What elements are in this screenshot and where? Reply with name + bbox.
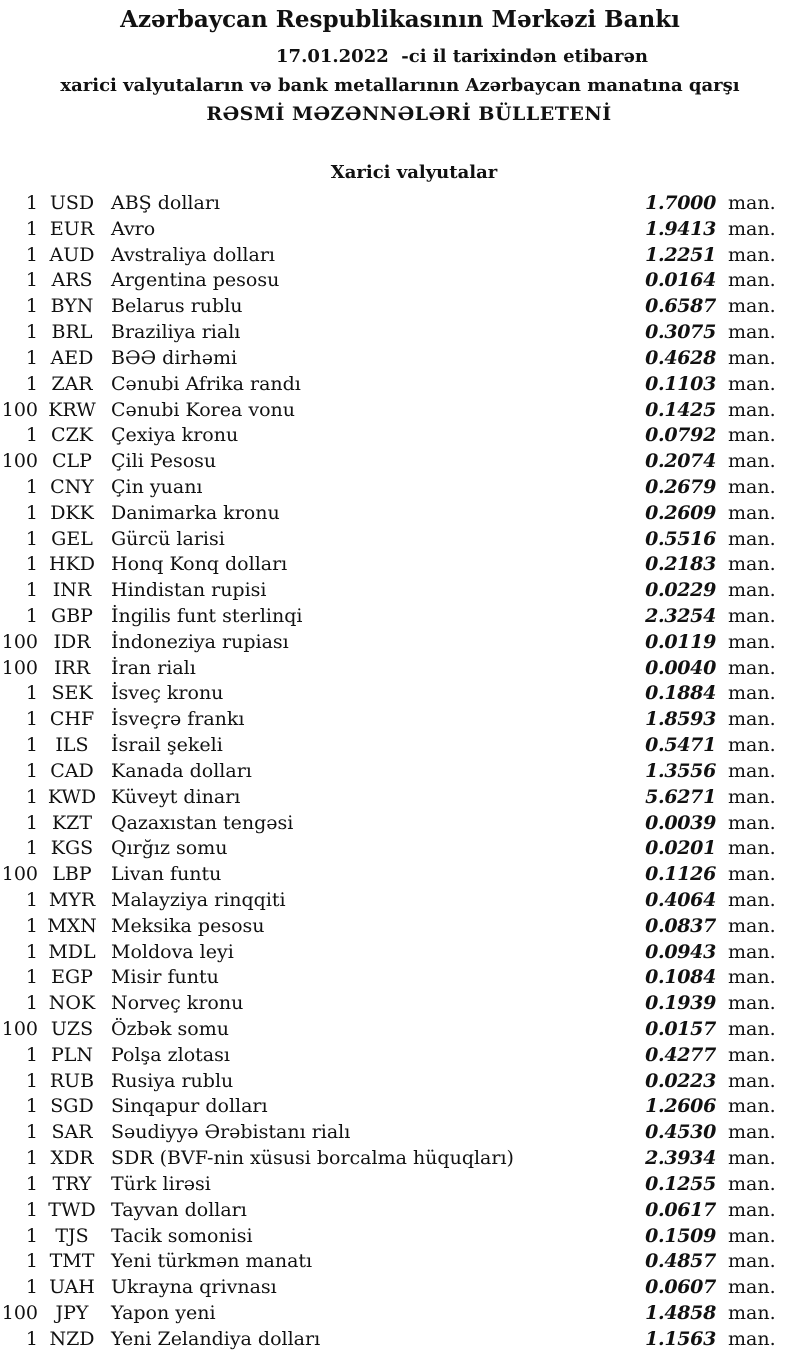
currency-name: Yapon yeni [111,1301,216,1324]
currency-code: SEK [51,682,93,705]
currency-name: Cənubi Afrika randı [111,372,301,395]
rate-value: 0.1103 [645,372,716,395]
currency-name: Malayziya rinqqiti [111,888,286,911]
rate-value: 1.7000 [645,192,716,214]
rate-value: 0.3075 [645,321,716,344]
unit-label: man. [728,1069,776,1092]
currency-quantity: 1 [25,192,38,214]
unit-label: man. [728,1095,776,1118]
table-row [0,733,800,759]
currency-name: Livan funtu [111,863,222,886]
table-row [0,888,800,914]
unit-label: man. [728,1147,776,1170]
rate-value: 0.0837 [645,914,716,937]
table-row [0,527,800,553]
currency-code: TJS [55,1224,89,1247]
currency-quantity: 1 [25,759,38,782]
currency-quantity: 1 [25,553,38,576]
currency-code: AUD [49,243,95,266]
rate-value: 2.3934 [645,1147,716,1170]
currency-code: CHF [49,708,95,731]
table-row [0,475,800,501]
unit-label: man. [728,1276,776,1299]
currency-name: Avstraliya dolları [111,243,275,266]
rate-value: 0.5471 [645,734,716,757]
table-row [0,1094,800,1120]
unit-label: man. [728,527,776,550]
currency-quantity: 1 [25,1198,38,1221]
currency-name: Braziliya rialı [111,321,241,344]
currency-quantity: 1 [25,475,38,498]
currency-name: Sinqapur dolları [111,1095,268,1118]
unit-label: man. [728,1018,776,1040]
unit-label: man. [728,1301,776,1324]
unit-label: man. [728,501,776,524]
currency-code: EUR [49,217,95,240]
table-row [0,552,800,578]
rate-value: 0.1255 [645,1172,716,1195]
unit-label: man. [728,759,776,782]
currency-code: TRY [52,1172,92,1195]
table-row [0,346,800,372]
unit-label: man. [728,553,776,576]
table-row [0,191,800,217]
unit-label: man. [728,1121,776,1144]
unit-label: man. [728,888,776,911]
currency-name: SDR (BVF-nin xüsusi borcalma hüquqları) [111,1147,514,1170]
currency-name: Çili Pesosu [111,450,217,473]
unit-label: man. [728,295,776,318]
rate-value: 0.1126 [645,863,716,886]
rate-value: 0.4530 [645,1121,716,1144]
unit-label: man. [728,708,776,731]
currency-quantity: 1 [25,1224,38,1247]
unit-label: man. [728,398,776,421]
rate-value: 0.1884 [645,682,716,705]
currency-name: Tayvan dolları [111,1198,247,1221]
currency-name: Norveç kronu [111,992,244,1015]
table-row [0,1224,800,1250]
unit-label: man. [728,863,776,886]
rate-value: 0.2183 [645,553,716,576]
currency-quantity: 1 [25,527,38,550]
currency-quantity: 100 [1,630,38,653]
currency-quantity: 1 [25,1095,38,1118]
table-row [0,398,800,424]
currency-code: EGP [51,966,93,989]
currency-quantity: 100 [1,656,38,679]
currency-name: Səudiyyə Ərəbistanı rialı [111,1121,351,1144]
currency-quantity: 1 [25,785,38,808]
table-row [0,1275,800,1301]
currency-code: UZS [50,1018,94,1040]
currency-name: Hindistan rupisi [111,579,267,602]
currency-name: Yeni türkmən manatı [111,1250,313,1273]
unit-label: man. [728,1224,776,1247]
currency-name: Honq Konq dolları [111,553,288,576]
table-row [0,243,800,269]
table-row [0,1120,800,1146]
currency-quantity: 1 [25,605,38,627]
currency-name: Meksika pesosu [111,914,265,937]
currency-name: BƏƏ dirhəmi [111,346,238,369]
currency-code: MYR [48,888,96,911]
currency-code: CNY [50,475,94,498]
rate-value: 1.2251 [645,243,716,266]
currency-name: Moldova leyi [111,940,234,963]
unit-label: man. [728,1250,776,1273]
currency-name: İsrail şekeli [111,734,223,757]
currency-code: KWD [47,785,97,808]
currency-code: BRL [51,321,93,344]
unit-label: man. [728,192,776,214]
currency-code: MXN [47,914,97,937]
currency-quantity: 1 [25,992,38,1015]
currency-quantity: 1 [25,1043,38,1066]
currency-name: ABŞ dolları [111,192,220,214]
currency-code: NZD [49,1327,95,1350]
currency-name: Küveyt dinarı [111,785,241,808]
rate-value: 0.0607 [645,1276,716,1299]
unit-label: man. [728,475,776,498]
currency-code: MDL [48,940,96,963]
rate-value: 0.0223 [645,1069,716,1092]
unit-label: man. [728,682,776,705]
currency-quantity: 1 [25,940,38,963]
currency-code: ARS [51,269,93,292]
currency-quantity: 1 [25,1327,38,1350]
rate-value: 0.1509 [645,1224,716,1247]
currency-quantity: 1 [25,966,38,989]
currency-code: RUB [49,1069,95,1092]
currency-name: Misir funtu [111,966,219,989]
table-row [0,449,800,475]
rate-value: 0.4277 [645,1043,716,1066]
table-row [0,1198,800,1224]
table-row [0,1146,800,1172]
rate-value: 0.0792 [645,424,716,447]
table-row [0,785,800,811]
rate-value: 0.4064 [645,888,716,911]
currency-quantity: 1 [25,1147,38,1170]
table-row [0,991,800,1017]
currency-quantity: 100 [1,398,38,421]
currency-name: İsveç kronu [111,682,224,705]
currency-name: İran rialı [111,656,196,679]
currency-quantity: 1 [25,1172,38,1195]
currency-quantity: 1 [25,734,38,757]
table-row [0,501,800,527]
unit-label: man. [728,630,776,653]
table-row [0,656,800,682]
rate-value: 2.3254 [645,605,716,627]
unit-label: man. [728,372,776,395]
unit-label: man. [728,837,776,860]
rate-value: 1.9413 [645,217,716,240]
currency-code: CZK [51,424,93,447]
table-row [0,759,800,785]
currency-quantity: 1 [25,811,38,834]
unit-label: man. [728,1327,776,1350]
currency-code: GBP [51,605,93,627]
unit-label: man. [728,811,776,834]
effective-date-line: 17.01.2022 -ci il tarixindən etibarən [276,46,648,67]
currency-code: GEL [51,527,93,550]
rate-value: 1.3556 [645,759,716,782]
unit-label: man. [728,656,776,679]
currency-code: KGS [50,837,94,860]
unit-label: man. [728,605,776,627]
table-row [0,940,800,966]
currency-quantity: 1 [25,424,38,447]
table-row [0,836,800,862]
currency-quantity: 1 [25,501,38,524]
rate-value: 0.1939 [645,992,716,1015]
table-row [0,423,800,449]
rate-value: 0.5516 [645,527,716,550]
currency-code: TWD [48,1198,96,1221]
table-row [0,914,800,940]
currency-name: Belarus rublu [111,295,243,318]
rate-value: 0.0040 [645,656,716,679]
currency-name: Özbək somu [111,1018,229,1040]
currency-code: LBP [52,863,92,886]
currency-name: Yeni Zelandiya dolları [111,1327,321,1350]
rate-value: 1.8593 [645,708,716,731]
rate-value: 0.2679 [645,475,716,498]
unit-label: man. [728,217,776,240]
table-row [0,965,800,991]
currency-code: UAH [49,1276,95,1299]
table-row [0,707,800,733]
table-row [0,320,800,346]
rate-value: 0.0157 [645,1018,716,1040]
table-row [0,578,800,604]
unit-label: man. [728,424,776,447]
currency-quantity: 1 [25,217,38,240]
unit-label: man. [728,734,776,757]
rate-value: 0.0943 [645,940,716,963]
table-row [0,811,800,837]
currency-quantity: 1 [25,372,38,395]
currency-quantity: 1 [25,1276,38,1299]
currency-code: KZT [51,811,93,834]
currency-code: NOK [48,992,96,1015]
currency-name: İndoneziya rupiası [111,630,289,653]
rate-value: 0.0201 [645,837,716,860]
currency-quantity: 1 [25,346,38,369]
unit-label: man. [728,243,776,266]
currency-code: JPY [55,1301,89,1324]
currency-name: Cənubi Korea vonu [111,398,295,421]
unit-label: man. [728,940,776,963]
document-subtitle: xarici valyutaların və bank metallarının Azərbaycan manatına qarşı [60,75,740,96]
currency-name: Argentina pesosu [111,269,280,292]
currency-code: HKD [49,553,95,576]
unit-label: man. [728,579,776,602]
table-row [0,681,800,707]
currency-name: Çexiya kronu [111,424,239,447]
currency-name: İsveçrə frankı [111,708,245,731]
currency-code: TMT [49,1250,95,1273]
table-row [0,372,800,398]
currency-code: ILS [55,734,89,757]
currency-code: XDR [50,1147,94,1170]
currency-quantity: 1 [25,579,38,602]
table-row [0,1043,800,1069]
rate-value: 5.6271 [645,785,716,808]
currency-name: Qırğız somu [111,837,228,860]
table-row [0,1327,800,1353]
table-row [0,1301,800,1327]
section-title-foreign-currencies: Xarici valyutalar [330,162,498,183]
currency-name: Çin yuanı [111,475,203,498]
unit-label: man. [728,966,776,989]
unit-label: man. [728,321,776,344]
unit-label: man. [728,914,776,937]
currency-quantity: 1 [25,1250,38,1273]
currency-quantity: 1 [25,269,38,292]
currency-code: CAD [50,759,94,782]
currency-code: BYN [50,295,94,318]
unit-label: man. [728,1198,776,1221]
unit-label: man. [728,269,776,292]
rate-value: 0.0039 [645,811,716,834]
rate-value: 1.2606 [645,1095,716,1118]
currency-name: Gürcü larisi [111,527,225,550]
rate-value: 0.2074 [645,450,716,473]
rate-value: 1.4858 [645,1301,716,1324]
table-row [0,862,800,888]
currency-quantity: 1 [25,321,38,344]
table-row [0,217,800,243]
currency-code: SAR [51,1121,93,1144]
table-row [0,1249,800,1275]
unit-label: man. [728,346,776,369]
currency-code: INR [52,579,92,602]
rate-value: 0.1425 [645,398,716,421]
rate-value: 0.1084 [645,966,716,989]
unit-label: man. [728,1172,776,1195]
bulletin-title: RƏSMİ MƏZƏNNƏLƏRİ BÜLLETENİ [206,103,612,125]
rate-value: 0.2609 [645,501,716,524]
currency-quantity: 1 [25,682,38,705]
currency-code: CLP [52,450,92,473]
rate-value: 0.0119 [645,630,716,653]
currency-name: Ukrayna qrivnası [111,1276,277,1299]
currency-quantity: 1 [25,243,38,266]
table-row [0,1172,800,1198]
exchange-rates-table [0,191,800,1353]
table-row [0,1017,800,1043]
currency-code: KRW [48,398,96,421]
currency-code: USD [49,192,95,214]
table-row [0,630,800,656]
currency-name: İngilis funt sterlinqi [111,605,303,627]
unit-label: man. [728,1043,776,1066]
currency-name: Avro [111,217,156,240]
currency-quantity: 100 [1,450,38,473]
rate-value: 0.6587 [645,295,716,318]
table-row [0,268,800,294]
currency-name: Tacik somonisi [111,1224,253,1247]
currency-quantity: 1 [25,295,38,318]
currency-name: Danimarka kronu [111,501,280,524]
currency-quantity: 100 [1,863,38,886]
currency-code: AED [50,346,94,369]
rate-value: 1.1563 [645,1327,716,1350]
currency-quantity: 1 [25,914,38,937]
unit-label: man. [728,992,776,1015]
currency-name: Polşa zlotası [111,1043,230,1066]
currency-code: SGD [50,1095,94,1118]
table-row [0,294,800,320]
rate-value: 0.0164 [645,269,716,292]
currency-quantity: 1 [25,837,38,860]
currency-code: PLN [50,1043,94,1066]
unit-label: man. [728,785,776,808]
rate-value: 0.4857 [645,1250,716,1273]
currency-name: Türk lirəsi [111,1172,211,1195]
currency-name: Qazaxıstan tengəsi [111,811,294,834]
rate-value: 0.4628 [645,346,716,369]
rate-value: 0.0229 [645,579,716,602]
currency-name: Kanada dolları [111,759,252,782]
currency-quantity: 1 [25,888,38,911]
currency-code: DKK [50,501,94,524]
unit-label: man. [728,450,776,473]
currency-quantity: 100 [1,1018,38,1040]
table-row [0,1069,800,1095]
currency-quantity: 1 [25,1121,38,1144]
table-row [0,604,800,630]
currency-quantity: 1 [25,708,38,731]
currency-code: ZAR [51,372,93,395]
rate-value: 0.0617 [645,1198,716,1221]
currency-code: IDR [53,630,91,653]
currency-quantity: 100 [1,1301,38,1324]
document-title: Azərbaycan Respublikasının Mərkəzi Bankı [120,6,680,33]
currency-code: IRR [53,656,91,679]
currency-name: Rusiya rublu [111,1069,234,1092]
currency-quantity: 1 [25,1069,38,1092]
